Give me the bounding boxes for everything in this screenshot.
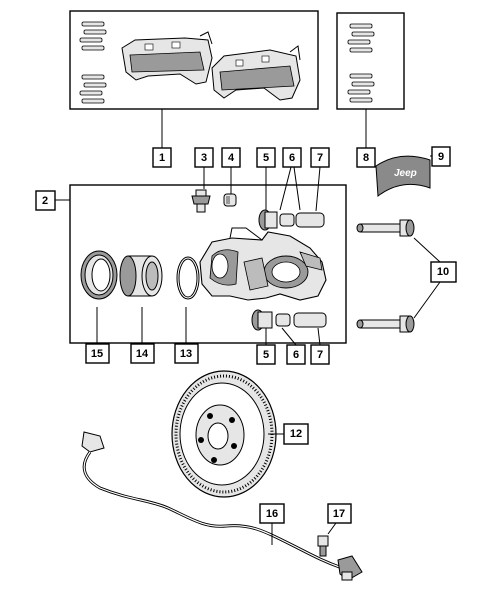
callout-label-8: 8 [362, 152, 370, 164]
caliper-housing [200, 228, 326, 300]
callout-label-17: 17 [332, 508, 346, 520]
callout-label-5-top: 5 [262, 152, 270, 164]
leader-10-upper [414, 238, 440, 262]
brake-rotor [172, 371, 276, 497]
leader-7a [316, 167, 320, 211]
callout-12 [284, 424, 308, 444]
callout-label-7-top: 7 [316, 152, 324, 164]
callout-label-3: 3 [200, 152, 208, 164]
brake-pad-inner [122, 32, 212, 84]
callout-15 [86, 344, 109, 363]
callout-14 [131, 344, 154, 363]
callout-7-top [311, 148, 329, 167]
callout-3 [195, 148, 213, 167]
callout-4 [222, 148, 240, 167]
caliper-bolt-upper [357, 220, 414, 236]
bleeder-cap [224, 194, 236, 206]
pad-clip-hardware [80, 22, 106, 103]
callout-label-2: 2 [41, 195, 49, 207]
callout-5-bottom [257, 345, 275, 364]
clip-kit-hardware [348, 24, 374, 102]
piston-dust-boot [81, 251, 117, 299]
callout-17 [328, 504, 351, 523]
callout-label-14: 14 [135, 348, 149, 360]
callout-6-top [283, 148, 301, 167]
callout-label-15: 15 [90, 348, 104, 360]
callout-16 [260, 504, 284, 523]
callout-2 [36, 191, 55, 210]
callout-label-6-bottom: 6 [292, 349, 300, 361]
callout-label-13: 13 [179, 348, 193, 360]
callout-10 [431, 262, 456, 282]
callout-6-bottom [287, 345, 305, 364]
sensor-bolt [318, 536, 328, 556]
brake-pad-outer [212, 46, 300, 100]
caliper-piston [120, 256, 162, 296]
callout-7-bottom [311, 345, 329, 364]
callout-label-16: 16 [265, 508, 279, 520]
callout-label-10: 10 [436, 266, 450, 278]
callout-label-5-bottom: 5 [262, 349, 270, 361]
callout-label-6-top: 6 [288, 152, 296, 164]
guide-pin-set-lower [252, 310, 326, 330]
callout-8 [357, 148, 375, 167]
callout-13 [175, 344, 198, 363]
caliper-bolt-lower [357, 316, 414, 332]
piston-seal [178, 258, 198, 298]
callout-5-top [257, 148, 275, 167]
leader-17 [328, 523, 336, 534]
leader-6a-right [294, 167, 300, 210]
leader-6a-left [280, 167, 291, 210]
callout-label-7-bottom: 7 [316, 349, 324, 361]
callout-label-4: 4 [227, 152, 235, 164]
callout-9 [432, 147, 450, 166]
callout-label-9: 9 [437, 151, 445, 163]
callout-label-12: 12 [289, 428, 303, 440]
wear-indicator [376, 156, 430, 196]
callout-label-1: 1 [158, 152, 166, 164]
bleeder-screw [192, 190, 210, 212]
guide-pin-set-upper [259, 210, 324, 230]
leader-10-lower [414, 282, 440, 318]
wear-indicator-logo: Jeep [394, 168, 417, 179]
callout-1 [153, 148, 171, 167]
